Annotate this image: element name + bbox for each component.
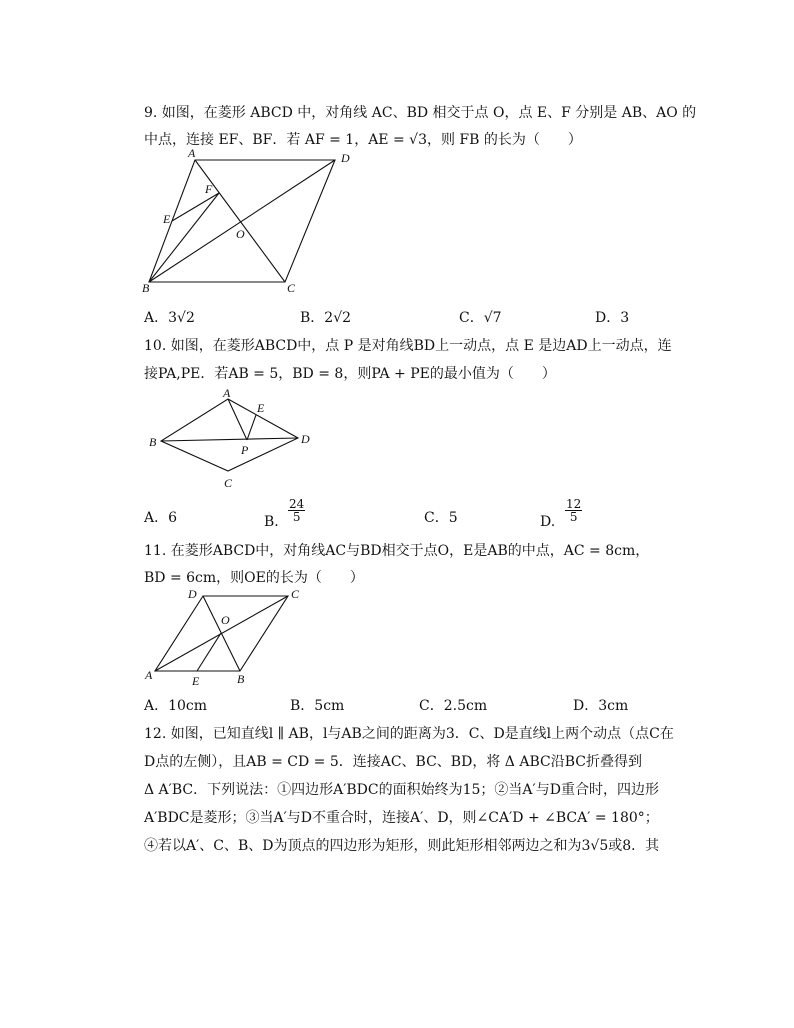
q10-option-b-numerator: 24 — [289, 497, 305, 511]
q9-stem-line1: 9. 如图，在菱形 ABCD 中，对角线 AC、BD 相交于点 O，点 E、F 分别是 AB、AO 的 — [144, 105, 697, 121]
q11-rhombus-figure — [140, 585, 320, 690]
q9-diagonal-ac — [195, 160, 285, 282]
q9-option-c[interactable]: C．√7 — [459, 310, 502, 326]
q10-option-b-prefix[interactable]: B. — [264, 514, 279, 530]
q11-option-d[interactable]: D．3cm — [573, 698, 629, 714]
q11-label-b: B — [237, 672, 245, 686]
q11-option-a[interactable]: A．10cm — [144, 698, 208, 714]
q10-label-d: D — [301, 432, 310, 446]
q9-label-d: D — [341, 151, 350, 165]
q10-diagonal-bd — [161, 438, 298, 441]
q11-label-a: A — [145, 668, 153, 682]
q9-option-d[interactable]: D．3 — [595, 310, 630, 326]
q12-stem-line5: ④若以A′、C、B、D为顶点的四边形为矩形，则此矩形相邻两边之和为3√5或8．其 — [144, 838, 660, 854]
q10-option-c[interactable]: C．5 — [424, 510, 458, 526]
q9-segment-bf — [149, 193, 219, 282]
q11-label-e: E — [192, 674, 200, 688]
q10-option-d-numerator: 12 — [566, 497, 582, 511]
q9-rhombus-figure — [135, 146, 360, 296]
q11-stem-line1: 11. 在菱形ABCD中，对角线AC与BD相交于点O，E是AB的中点，AC = 8cm， — [144, 543, 650, 559]
q9-label-c: C — [287, 281, 296, 295]
q11-option-b[interactable]: B．5cm — [290, 698, 345, 714]
q11-stem-line2: BD = 6cm，则OE的长为（ ） — [144, 570, 364, 586]
q10-segment-pa — [228, 399, 247, 440]
q11-label-d: D — [188, 587, 197, 601]
q10-option-d-denominator: 5 — [569, 510, 578, 524]
q10-option-b-fraction — [288, 498, 305, 523]
q9-label-f: F — [205, 182, 213, 196]
q9-label-a: A — [188, 146, 196, 160]
q9-label-b: B — [142, 281, 150, 295]
q11-diagonal-bd — [203, 596, 240, 671]
q12-stem-line1: 12. 如图，已知直线l ∥ AB，l与AB之间的距离为3．C、D是直线l上两个动点（点C在 — [144, 726, 674, 742]
q9-diagonal-bd — [149, 160, 335, 282]
q10-label-p: P — [241, 443, 249, 457]
q11-segment-oe — [197, 633, 221, 671]
q9-segment-ef — [172, 193, 219, 221]
q11-label-o: O — [221, 613, 230, 627]
q10-option-d-fraction — [565, 498, 582, 523]
q10-rhombus — [161, 399, 298, 471]
q12-stem-line4: A′BDC是菱形；③当A′与D不重合时，连接A′、D，则∠CA′D + ∠BCA′ = 180°； — [144, 810, 659, 826]
q10-label-c: C — [224, 476, 233, 490]
q9-stem-line2: 中点，连接 EF、BF．若 AF = 1，AE = √3，则 FB 的长为（ ） — [144, 132, 582, 148]
q10-label-a: A — [223, 386, 231, 400]
q10-stem-line2: 接PA,PE．若AB = 5，BD = 8，则PA + PE的最小值为（ ） — [144, 366, 556, 382]
q9-label-o: O — [236, 227, 245, 241]
q10-option-a[interactable]: A．6 — [144, 510, 178, 526]
q10-label-e: E — [257, 401, 265, 415]
q12-stem-line3: Δ A′BC．下列说法：①四边形A′BDC的面积始终为15；②当A′与D重合时，四边形 — [144, 782, 659, 798]
q11-option-c[interactable]: C．2.5cm — [419, 698, 488, 714]
q11-label-c: C — [291, 587, 300, 601]
q9-option-b[interactable]: B．2√2 — [300, 310, 352, 326]
q10-stem-line1: 10. 如图，在菱形ABCD中，点 P 是对角线BD上一动点，点 E 是边AD上一动点，连 — [144, 338, 672, 354]
q10-option-d-prefix[interactable]: D. — [540, 514, 556, 530]
q9-option-a[interactable]: A．3√2 — [144, 310, 195, 326]
q9-label-e: E — [163, 212, 171, 226]
q10-option-b-denominator: 5 — [292, 510, 301, 524]
q12-stem-line2: D点的左侧），且AB = CD = 5．连接AC、BC、BD，将 Δ ABC沿BC折叠得到 — [144, 754, 642, 770]
q10-segment-pe — [247, 415, 256, 440]
q10-rhombus-figure — [140, 385, 325, 493]
q10-label-b: B — [149, 435, 157, 449]
